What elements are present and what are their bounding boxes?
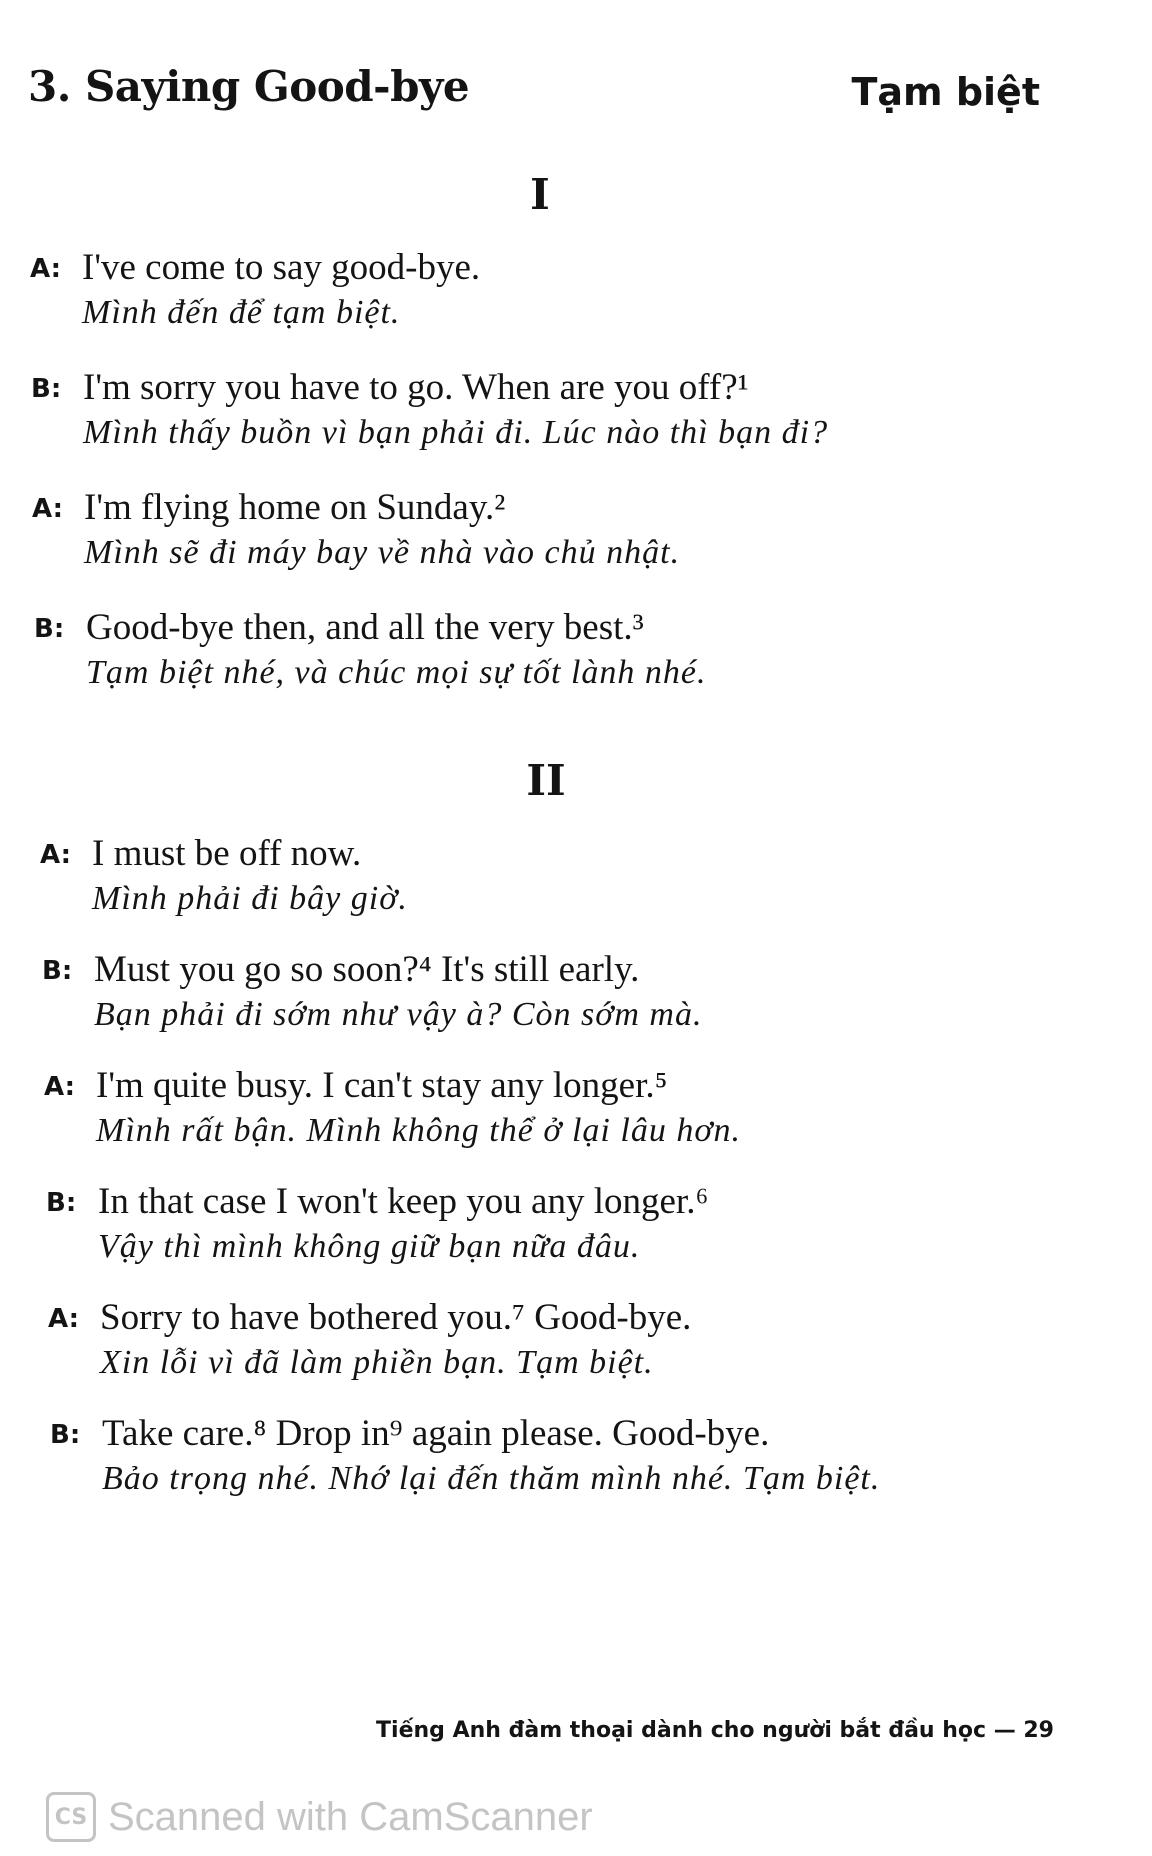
english-sentence: Good-bye then, and all the very best.³ <box>86 607 644 648</box>
vietnamese-translation: Vậy thì mình không giữ bạn nữa đâu. <box>98 1228 641 1265</box>
speaker-label: A: <box>32 494 64 524</box>
vietnamese-translation: Mình đến để tạm biệt. <box>82 294 401 331</box>
vietnamese-translation: Mình sẽ đi máy bay về nhà vào chủ nhật. <box>84 534 681 571</box>
vietnamese-translation: Bảo trọng nhé. Nhớ lại đến thăm mình nhé. Tạm biệt. <box>102 1460 881 1497</box>
speaker-label: B: <box>50 1420 81 1450</box>
english-sentence: I'm sorry you have to go. When are you off?¹ <box>83 367 749 408</box>
english-sentence: Sorry to have bothered you.⁷ Good-bye. <box>100 1297 692 1338</box>
english-sentence: I'm flying home on Sunday.² <box>84 487 506 528</box>
vietnamese-translation: Xin lỗi vì đã làm phiền bạn. Tạm biệt. <box>100 1344 654 1381</box>
vietnamese-translation: Mình phải đi bây giờ. <box>92 880 408 917</box>
section-heading: I <box>530 170 550 219</box>
english-sentence: Must you go so soon?⁴ It's still early. <box>94 949 640 990</box>
english-sentence: I've come to say good-bye. <box>82 247 481 288</box>
page-title: 3. Saying Good-bye <box>28 62 470 111</box>
english-sentence: I must be off now. <box>92 833 362 874</box>
speaker-label: A: <box>44 1072 76 1102</box>
english-sentence: I'm quite busy. I can't stay any longer.⁵ <box>96 1065 668 1106</box>
english-sentence: In that case I won't keep you any longer.⁶ <box>98 1181 709 1222</box>
section-heading: II <box>526 756 566 805</box>
speaker-label: A: <box>48 1304 80 1334</box>
speaker-label: A: <box>30 254 62 284</box>
page-title-vietnamese: Tạm biệt <box>851 70 1040 114</box>
vietnamese-translation: Tạm biệt nhé, và chúc mọi sự tốt lành nhé. <box>86 654 707 691</box>
vietnamese-translation: Mình thấy buồn vì bạn phải đi. Lúc nào thì bạn đi? <box>83 414 829 451</box>
camscanner-logo-icon: CS <box>46 1792 96 1842</box>
english-sentence: Take care.⁸ Drop in⁹ again please. Good-bye. <box>102 1413 770 1454</box>
page-footer: Tiếng Anh đàm thoại dành cho người bắt đầu học — 29 <box>376 1718 1054 1743</box>
speaker-label: A: <box>40 840 72 870</box>
speaker-label: B: <box>31 374 62 404</box>
speaker-label: B: <box>34 614 65 644</box>
camscanner-watermark <box>46 1792 593 1842</box>
vietnamese-translation: Bạn phải đi sớm như vậy à? Còn sớm mà. <box>94 996 703 1033</box>
speaker-label: B: <box>46 1188 77 1218</box>
vietnamese-translation: Mình rất bận. Mình không thể ở lại lâu hơn. <box>96 1112 741 1149</box>
speaker-label: B: <box>42 956 73 986</box>
watermark-text: Scanned with CamScanner <box>108 1794 593 1839</box>
